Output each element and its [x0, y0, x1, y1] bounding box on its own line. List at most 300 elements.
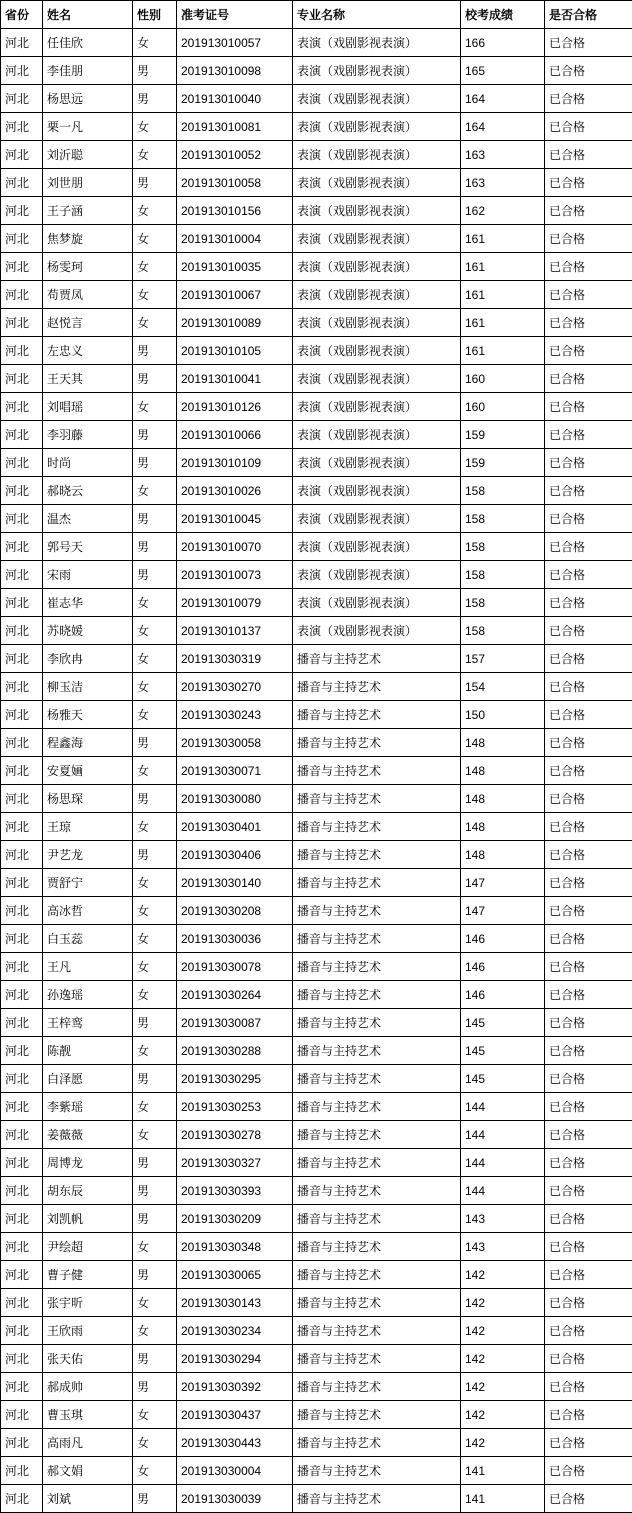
cell-score: 158 — [461, 589, 545, 617]
cell-province: 河北 — [1, 113, 43, 141]
cell-major: 播音与主持艺术 — [293, 925, 461, 953]
cell-gender: 女 — [133, 281, 177, 309]
cell-qualified: 已合格 — [545, 477, 632, 505]
cell-score: 142 — [461, 1289, 545, 1317]
cell-name: 时尚 — [43, 449, 133, 477]
cell-name: 焦梦旋 — [43, 225, 133, 253]
column-header-score: 校考成绩 — [461, 1, 545, 29]
table-header-row — [1, 1, 632, 29]
cell-province: 河北 — [1, 869, 43, 897]
cell-province: 河北 — [1, 365, 43, 393]
cell-province: 河北 — [1, 1457, 43, 1485]
cell-ticket-number: 201913010045 — [177, 505, 293, 533]
table-row — [1, 785, 632, 813]
cell-name: 郝晓云 — [43, 477, 133, 505]
cell-gender: 男 — [133, 1009, 177, 1037]
cell-gender: 女 — [133, 813, 177, 841]
table-row — [1, 1317, 632, 1345]
cell-name: 程鑫海 — [43, 729, 133, 757]
cell-qualified: 已合格 — [545, 337, 632, 365]
cell-major: 表演（戏剧影视表演） — [293, 533, 461, 561]
cell-gender: 男 — [133, 421, 177, 449]
cell-major: 播音与主持艺术 — [293, 1317, 461, 1345]
cell-qualified: 已合格 — [545, 561, 632, 589]
table-row — [1, 141, 632, 169]
cell-qualified: 已合格 — [545, 393, 632, 421]
cell-gender: 女 — [133, 1401, 177, 1429]
cell-province: 河北 — [1, 281, 43, 309]
cell-gender: 男 — [133, 365, 177, 393]
cell-score: 145 — [461, 1037, 545, 1065]
cell-gender: 男 — [133, 1485, 177, 1513]
cell-score: 165 — [461, 57, 545, 85]
cell-major: 播音与主持艺术 — [293, 1401, 461, 1429]
cell-qualified: 已合格 — [545, 1317, 632, 1345]
cell-gender: 男 — [133, 1373, 177, 1401]
cell-gender: 女 — [133, 897, 177, 925]
cell-name: 温杰 — [43, 505, 133, 533]
cell-qualified: 已合格 — [545, 421, 632, 449]
cell-qualified: 已合格 — [545, 981, 632, 1009]
cell-qualified: 已合格 — [545, 253, 632, 281]
cell-major: 表演（戏剧影视表演） — [293, 197, 461, 225]
cell-score: 141 — [461, 1457, 545, 1485]
cell-qualified: 已合格 — [545, 729, 632, 757]
cell-province: 河北 — [1, 897, 43, 925]
table-row — [1, 281, 632, 309]
cell-gender: 男 — [133, 785, 177, 813]
cell-qualified: 已合格 — [545, 1149, 632, 1177]
cell-major: 播音与主持艺术 — [293, 813, 461, 841]
cell-score: 148 — [461, 813, 545, 841]
cell-gender: 男 — [133, 1149, 177, 1177]
table-row — [1, 1009, 632, 1037]
cell-name: 左忠义 — [43, 337, 133, 365]
cell-gender: 女 — [133, 113, 177, 141]
cell-major: 表演（戏剧影视表演） — [293, 309, 461, 337]
cell-gender: 女 — [133, 617, 177, 645]
cell-qualified: 已合格 — [545, 309, 632, 337]
cell-province: 河北 — [1, 589, 43, 617]
cell-major: 播音与主持艺术 — [293, 785, 461, 813]
cell-major: 播音与主持艺术 — [293, 1261, 461, 1289]
table-row — [1, 1485, 632, 1513]
table-row — [1, 337, 632, 365]
cell-qualified: 已合格 — [545, 953, 632, 981]
cell-major: 播音与主持艺术 — [293, 841, 461, 869]
cell-major: 表演（戏剧影视表演） — [293, 281, 461, 309]
table-row — [1, 589, 632, 617]
cell-qualified: 已合格 — [545, 141, 632, 169]
cell-name: 王凡 — [43, 953, 133, 981]
cell-major: 表演（戏剧影视表演） — [293, 477, 461, 505]
cell-province: 河北 — [1, 1485, 43, 1513]
cell-major: 播音与主持艺术 — [293, 1149, 461, 1177]
cell-province: 河北 — [1, 729, 43, 757]
cell-name: 张宇昕 — [43, 1289, 133, 1317]
cell-score: 144 — [461, 1149, 545, 1177]
cell-qualified: 已合格 — [545, 617, 632, 645]
cell-major: 表演（戏剧影视表演） — [293, 141, 461, 169]
cell-ticket-number: 201913010126 — [177, 393, 293, 421]
cell-gender: 女 — [133, 1457, 177, 1485]
cell-name: 高雨凡 — [43, 1429, 133, 1457]
table-row — [1, 309, 632, 337]
cell-ticket-number: 201913030437 — [177, 1401, 293, 1429]
table-row — [1, 841, 632, 869]
cell-qualified: 已合格 — [545, 1373, 632, 1401]
cell-name: 曹子健 — [43, 1261, 133, 1289]
cell-name: 苏晓媛 — [43, 617, 133, 645]
cell-gender: 女 — [133, 1233, 177, 1261]
cell-gender: 女 — [133, 309, 177, 337]
cell-major: 播音与主持艺术 — [293, 897, 461, 925]
cell-name: 贾舒宁 — [43, 869, 133, 897]
cell-score: 158 — [461, 477, 545, 505]
cell-major: 播音与主持艺术 — [293, 1289, 461, 1317]
cell-major: 表演（戏剧影视表演） — [293, 421, 461, 449]
cell-province: 河北 — [1, 309, 43, 337]
cell-province: 河北 — [1, 981, 43, 1009]
cell-score: 141 — [461, 1485, 545, 1513]
cell-major: 播音与主持艺术 — [293, 645, 461, 673]
table-row — [1, 1457, 632, 1485]
table-row — [1, 813, 632, 841]
cell-province: 河北 — [1, 1065, 43, 1093]
cell-gender: 女 — [133, 1429, 177, 1457]
cell-ticket-number: 201913010070 — [177, 533, 293, 561]
cell-name: 杨思远 — [43, 85, 133, 113]
cell-ticket-number: 201913030039 — [177, 1485, 293, 1513]
cell-name: 栗一凡 — [43, 113, 133, 141]
cell-province: 河北 — [1, 1093, 43, 1121]
cell-qualified: 已合格 — [545, 197, 632, 225]
cell-name: 刘唱瑶 — [43, 393, 133, 421]
cell-province: 河北 — [1, 253, 43, 281]
cell-major: 播音与主持艺术 — [293, 701, 461, 729]
cell-score: 142 — [461, 1261, 545, 1289]
cell-name: 郝文娟 — [43, 1457, 133, 1485]
cell-province: 河北 — [1, 1205, 43, 1233]
cell-province: 河北 — [1, 1261, 43, 1289]
cell-major: 播音与主持艺术 — [293, 953, 461, 981]
cell-qualified: 已合格 — [545, 645, 632, 673]
table-row — [1, 1177, 632, 1205]
cell-province: 河北 — [1, 1345, 43, 1373]
column-header-qualified: 是否合格 — [545, 1, 632, 29]
cell-ticket-number: 201913030065 — [177, 1261, 293, 1289]
cell-major: 表演（戏剧影视表演） — [293, 589, 461, 617]
table-row — [1, 925, 632, 953]
cell-name: 周博龙 — [43, 1149, 133, 1177]
cell-name: 王梓鸾 — [43, 1009, 133, 1037]
cell-gender: 女 — [133, 1289, 177, 1317]
cell-score: 161 — [461, 225, 545, 253]
cell-province: 河北 — [1, 1149, 43, 1177]
cell-score: 161 — [461, 337, 545, 365]
table-row — [1, 169, 632, 197]
cell-name: 杨雯珂 — [43, 253, 133, 281]
cell-ticket-number: 201913010004 — [177, 225, 293, 253]
table-row — [1, 85, 632, 113]
cell-major: 播音与主持艺术 — [293, 1037, 461, 1065]
cell-name: 苟贾凤 — [43, 281, 133, 309]
cell-score: 143 — [461, 1205, 545, 1233]
cell-major: 表演（戏剧影视表演） — [293, 57, 461, 85]
table-row — [1, 29, 632, 57]
cell-major: 播音与主持艺术 — [293, 869, 461, 897]
cell-ticket-number: 201913030278 — [177, 1121, 293, 1149]
cell-province: 河北 — [1, 141, 43, 169]
cell-name: 尹绘超 — [43, 1233, 133, 1261]
cell-ticket-number: 201913030087 — [177, 1009, 293, 1037]
cell-name: 宋雨 — [43, 561, 133, 589]
cell-score: 143 — [461, 1233, 545, 1261]
cell-province: 河北 — [1, 1317, 43, 1345]
cell-qualified: 已合格 — [545, 1121, 632, 1149]
cell-qualified: 已合格 — [545, 113, 632, 141]
cell-name: 任佳欣 — [43, 29, 133, 57]
cell-gender: 女 — [133, 1121, 177, 1149]
cell-qualified: 已合格 — [545, 869, 632, 897]
cell-major: 播音与主持艺术 — [293, 1457, 461, 1485]
cell-gender: 男 — [133, 841, 177, 869]
cell-gender: 男 — [133, 1177, 177, 1205]
cell-province: 河北 — [1, 757, 43, 785]
cell-ticket-number: 201913010079 — [177, 589, 293, 617]
table-row — [1, 701, 632, 729]
cell-major: 播音与主持艺术 — [293, 1429, 461, 1457]
cell-ticket-number: 201913030058 — [177, 729, 293, 757]
table-row — [1, 449, 632, 477]
cell-score: 158 — [461, 505, 545, 533]
cell-gender: 女 — [133, 869, 177, 897]
cell-major: 播音与主持艺术 — [293, 1121, 461, 1149]
table-row — [1, 533, 632, 561]
cell-score: 146 — [461, 925, 545, 953]
table-row — [1, 365, 632, 393]
cell-major: 播音与主持艺术 — [293, 757, 461, 785]
cell-qualified: 已合格 — [545, 225, 632, 253]
cell-ticket-number: 201913030319 — [177, 645, 293, 673]
cell-score: 146 — [461, 953, 545, 981]
table-row — [1, 1289, 632, 1317]
table-row — [1, 1373, 632, 1401]
table-row — [1, 421, 632, 449]
column-header-gender: 性别 — [133, 1, 177, 29]
cell-province: 河北 — [1, 953, 43, 981]
cell-score: 142 — [461, 1345, 545, 1373]
cell-score: 164 — [461, 85, 545, 113]
cell-gender: 男 — [133, 729, 177, 757]
cell-name: 郭号天 — [43, 533, 133, 561]
cell-major: 播音与主持艺术 — [293, 1233, 461, 1261]
cell-major: 表演（戏剧影视表演） — [293, 449, 461, 477]
cell-ticket-number: 201913010156 — [177, 197, 293, 225]
cell-ticket-number: 201913030036 — [177, 925, 293, 953]
cell-province: 河北 — [1, 57, 43, 85]
cell-gender: 女 — [133, 673, 177, 701]
table-row — [1, 1261, 632, 1289]
cell-major: 表演（戏剧影视表演） — [293, 617, 461, 645]
cell-name: 郝成帅 — [43, 1373, 133, 1401]
cell-ticket-number: 201913030080 — [177, 785, 293, 813]
cell-score: 163 — [461, 169, 545, 197]
cell-ticket-number: 201913030071 — [177, 757, 293, 785]
cell-ticket-number: 201913030401 — [177, 813, 293, 841]
cell-gender: 男 — [133, 337, 177, 365]
cell-score: 145 — [461, 1065, 545, 1093]
cell-province: 河北 — [1, 197, 43, 225]
cell-qualified: 已合格 — [545, 589, 632, 617]
cell-ticket-number: 201913030288 — [177, 1037, 293, 1065]
cell-qualified: 已合格 — [545, 673, 632, 701]
cell-qualified: 已合格 — [545, 1429, 632, 1457]
cell-major: 表演（戏剧影视表演） — [293, 561, 461, 589]
cell-major: 表演（戏剧影视表演） — [293, 365, 461, 393]
cell-gender: 男 — [133, 169, 177, 197]
cell-province: 河北 — [1, 1009, 43, 1037]
cell-score: 158 — [461, 617, 545, 645]
table-row — [1, 673, 632, 701]
cell-qualified: 已合格 — [545, 85, 632, 113]
cell-qualified: 已合格 — [545, 785, 632, 813]
cell-name: 孙逸瑶 — [43, 981, 133, 1009]
cell-gender: 男 — [133, 57, 177, 85]
cell-gender: 女 — [133, 981, 177, 1009]
cell-province: 河北 — [1, 1037, 43, 1065]
cell-name: 曹玉琪 — [43, 1401, 133, 1429]
cell-gender: 男 — [133, 533, 177, 561]
cell-province: 河北 — [1, 449, 43, 477]
cell-score: 148 — [461, 785, 545, 813]
cell-score: 162 — [461, 197, 545, 225]
cell-gender: 男 — [133, 561, 177, 589]
table-row — [1, 1065, 632, 1093]
cell-province: 河北 — [1, 337, 43, 365]
cell-name: 崔志华 — [43, 589, 133, 617]
cell-province: 河北 — [1, 85, 43, 113]
cell-province: 河北 — [1, 561, 43, 589]
cell-name: 张天佑 — [43, 1345, 133, 1373]
cell-ticket-number: 201913010089 — [177, 309, 293, 337]
cell-province: 河北 — [1, 673, 43, 701]
cell-score: 146 — [461, 981, 545, 1009]
cell-province: 河北 — [1, 169, 43, 197]
cell-qualified: 已合格 — [545, 757, 632, 785]
cell-score: 158 — [461, 561, 545, 589]
cell-name: 杨雅天 — [43, 701, 133, 729]
cell-score: 163 — [461, 141, 545, 169]
cell-score: 148 — [461, 757, 545, 785]
cell-gender: 女 — [133, 925, 177, 953]
cell-name: 李紫瑶 — [43, 1093, 133, 1121]
cell-province: 河北 — [1, 225, 43, 253]
cell-gender: 女 — [133, 29, 177, 57]
cell-ticket-number: 201913010052 — [177, 141, 293, 169]
cell-ticket-number: 201913010109 — [177, 449, 293, 477]
cell-name: 尹艺龙 — [43, 841, 133, 869]
cell-major: 表演（戏剧影视表演） — [293, 113, 461, 141]
cell-ticket-number: 201913030295 — [177, 1065, 293, 1093]
cell-qualified: 已合格 — [545, 1065, 632, 1093]
cell-gender: 女 — [133, 393, 177, 421]
cell-ticket-number: 201913010035 — [177, 253, 293, 281]
cell-province: 河北 — [1, 1373, 43, 1401]
table-row — [1, 561, 632, 589]
cell-ticket-number: 201913030294 — [177, 1345, 293, 1373]
cell-ticket-number: 201913030348 — [177, 1233, 293, 1261]
cell-province: 河北 — [1, 925, 43, 953]
cell-name: 王子涵 — [43, 197, 133, 225]
cell-qualified: 已合格 — [545, 1261, 632, 1289]
table-row — [1, 1429, 632, 1457]
table-row — [1, 197, 632, 225]
cell-major: 播音与主持艺术 — [293, 981, 461, 1009]
cell-name: 刘斌 — [43, 1485, 133, 1513]
cell-qualified: 已合格 — [545, 1093, 632, 1121]
cell-gender: 女 — [133, 1093, 177, 1121]
cell-major: 播音与主持艺术 — [293, 1373, 461, 1401]
cell-qualified: 已合格 — [545, 281, 632, 309]
cell-province: 河北 — [1, 1121, 43, 1149]
cell-gender: 女 — [133, 953, 177, 981]
cell-qualified: 已合格 — [545, 29, 632, 57]
cell-gender: 女 — [133, 197, 177, 225]
cell-ticket-number: 201913010026 — [177, 477, 293, 505]
cell-ticket-number: 201913030078 — [177, 953, 293, 981]
cell-province: 河北 — [1, 421, 43, 449]
cell-province: 河北 — [1, 841, 43, 869]
table-header — [1, 1, 632, 29]
cell-name: 胡东辰 — [43, 1177, 133, 1205]
cell-score: 148 — [461, 841, 545, 869]
cell-gender: 男 — [133, 1345, 177, 1373]
cell-major: 播音与主持艺术 — [293, 1177, 461, 1205]
cell-gender: 女 — [133, 589, 177, 617]
cell-major: 表演（戏剧影视表演） — [293, 505, 461, 533]
cell-ticket-number: 201913010040 — [177, 85, 293, 113]
cell-ticket-number: 201913030264 — [177, 981, 293, 1009]
cell-score: 159 — [461, 449, 545, 477]
table-row — [1, 57, 632, 85]
cell-major: 播音与主持艺术 — [293, 1345, 461, 1373]
cell-score: 150 — [461, 701, 545, 729]
cell-qualified: 已合格 — [545, 1205, 632, 1233]
cell-major: 表演（戏剧影视表演） — [293, 85, 461, 113]
table-row — [1, 1093, 632, 1121]
cell-name: 李羽藤 — [43, 421, 133, 449]
cell-province: 河北 — [1, 477, 43, 505]
cell-gender: 女 — [133, 1037, 177, 1065]
cell-qualified: 已合格 — [545, 449, 632, 477]
cell-province: 河北 — [1, 1289, 43, 1317]
cell-score: 158 — [461, 533, 545, 561]
cell-name: 陈靓 — [43, 1037, 133, 1065]
cell-major: 播音与主持艺术 — [293, 1485, 461, 1513]
cell-name: 杨思琛 — [43, 785, 133, 813]
cell-major: 播音与主持艺术 — [293, 1093, 461, 1121]
cell-score: 166 — [461, 29, 545, 57]
cell-ticket-number: 201913030208 — [177, 897, 293, 925]
cell-score: 147 — [461, 869, 545, 897]
cell-gender: 女 — [133, 253, 177, 281]
cell-qualified: 已合格 — [545, 1345, 632, 1373]
cell-name: 李佳朋 — [43, 57, 133, 85]
cell-qualified: 已合格 — [545, 169, 632, 197]
cell-qualified: 已合格 — [545, 897, 632, 925]
cell-name: 白泽愿 — [43, 1065, 133, 1093]
